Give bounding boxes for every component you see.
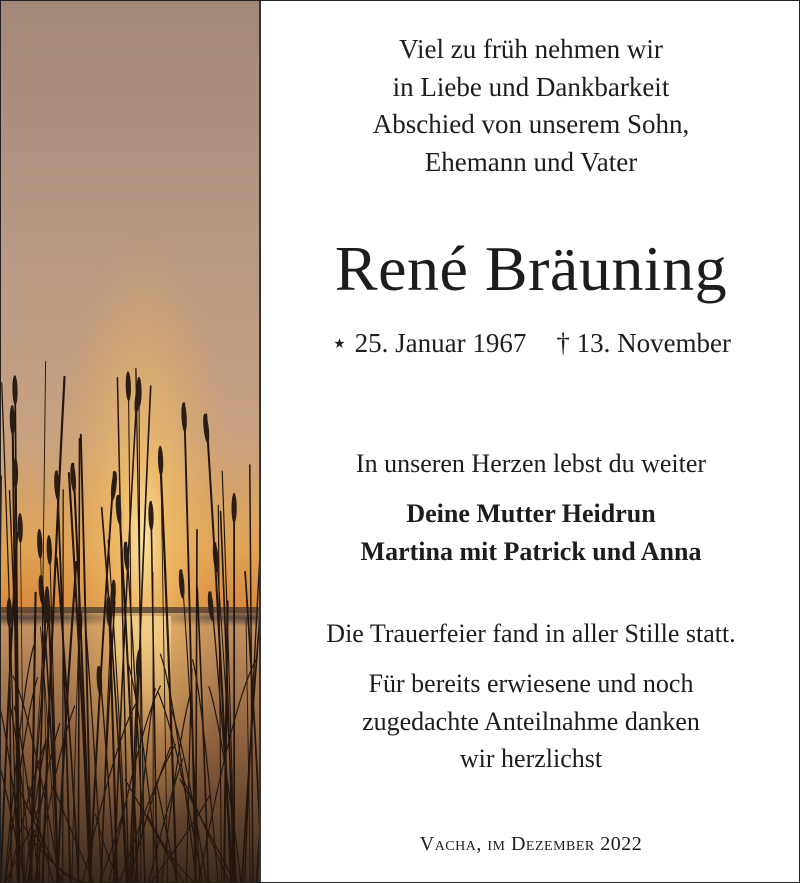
life-dates bbox=[263, 323, 799, 363]
place-date: Vacha, im Dezember 2022 bbox=[419, 833, 643, 855]
intro-line: Ehemann und Vater bbox=[424, 146, 638, 177]
thanks-line: wir herzlichst bbox=[459, 744, 603, 773]
deceased-name: René Bräuning bbox=[334, 233, 728, 304]
thanks-line: zugedachte Anteilnahme danken bbox=[362, 706, 700, 736]
mourner-line: Deine Mutter Heidrun bbox=[406, 499, 656, 528]
intro-text bbox=[263, 31, 799, 181]
divider bbox=[259, 1, 261, 882]
birth-date: ⋆ 25. Januar 1967 bbox=[330, 328, 527, 358]
death-date: † 13. November bbox=[556, 328, 732, 358]
obituary-text bbox=[263, 1, 799, 882]
mourners bbox=[263, 495, 799, 571]
intro-line: Abschied von unserem Sohn, bbox=[372, 109, 690, 139]
intro-line: Viel zu früh nehmen wir bbox=[399, 34, 663, 64]
sunset-reeds-icon bbox=[1, 1, 259, 882]
sunset-reeds-image bbox=[1, 1, 259, 882]
thanks-line: Für bereits erwiesene und noch bbox=[368, 669, 694, 698]
mourner-line: Martina mit Patrick und Anna bbox=[360, 537, 702, 566]
remembrance-text: In unseren Herzen lebst du weiter bbox=[355, 449, 707, 478]
intro-line: in Liebe und Dankbarkeit bbox=[392, 71, 670, 102]
funeral-note: Die Trauerfeier fand in aller Stille statt. bbox=[326, 619, 736, 648]
thanks-text bbox=[263, 665, 799, 778]
